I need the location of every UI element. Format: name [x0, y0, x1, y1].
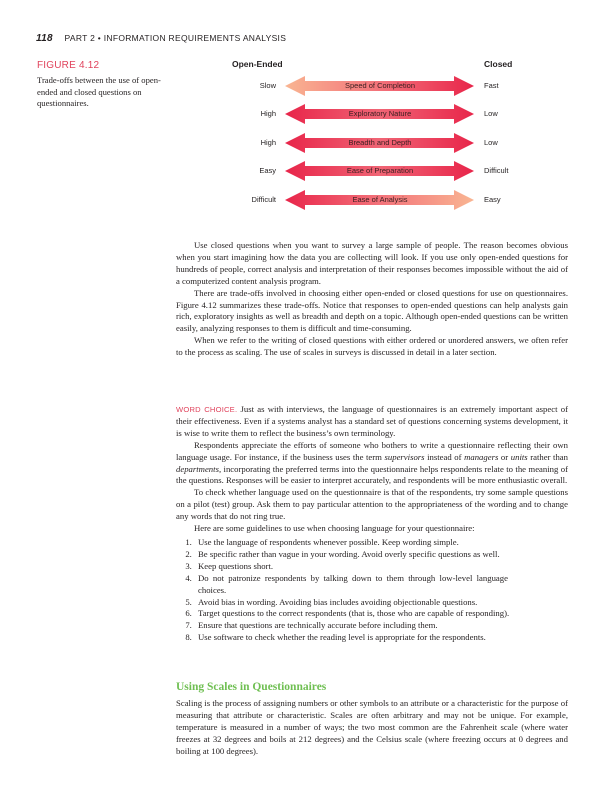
text-fragment: or: [498, 451, 511, 462]
word-choice-text: Just as with interviews, the language of questionnaires is an extremely important aspect of their effectiveness. Even if a systems analyst has a standard set of questions concerning systems development, it is wise to write them to reflect the business’s own terminology.: [176, 404, 569, 438]
term-managers: managers: [464, 451, 499, 462]
section-heading: Using Scales in Questionnaires: [176, 681, 327, 693]
paragraph-closed-questions: Use closed questions when you want to survey a large sample of people. The reason becomes obvious when you start imagining how the data you are collecting will look. If you use only open-ended questions for hundreds of people, correct analysis and interpretation of their responses becomes impossible without the aid of a computerized content analysis program.: [176, 240, 568, 286]
text-fragment: instead of: [424, 451, 465, 462]
list-item: 5. Avoid bias in wording. Avoiding bias includes avoiding objectionable questions.: [194, 597, 568, 609]
row3-arrow-label: Breadth and Depth: [348, 138, 412, 147]
paragraph-guidelines-intro: Here are some guidelines to use when choosing language for your questionnaire:: [194, 523, 475, 534]
list-item: 8. Use software to check whether the reading level is appropriate for the respondents.: [194, 632, 568, 644]
row1-arrow-label: Speed of Completion: [344, 81, 416, 90]
list-item: 2. Be specific rather than vague in your wording. Avoid overly specific questions as well.: [194, 549, 568, 561]
paragraph-pilot-group: To check whether language used on the questionnaire is that of the respondents, try some sample questions on a pilot (test) group. Ask them to pay particular attention to the appropriateness of the wording and to change any words that do not ring true.: [176, 487, 568, 522]
row5-arrow-label: Ease of Analysis: [352, 195, 408, 204]
paragraph-scaling-intro: When we refer to the writing of closed questions with either ordered or unordered answers, we often refer to the process as scaling. The use of scales in surveys is discussed in detail in a later section.: [176, 335, 568, 358]
row4-left-value: Easy: [259, 166, 276, 175]
list-item: 3. Keep questions short.: [194, 561, 568, 573]
word-choice-section: [176, 404, 568, 644]
running-head-title: PART 2 • INFORMATION REQUIREMENTS ANALYSIS: [64, 33, 287, 43]
term-departments: departments,: [176, 463, 222, 474]
term-supervisors: supervisors: [384, 451, 425, 462]
list-item: 4. Do not patronize respondents by talking down to them through low-level language choices.: [194, 573, 568, 597]
paragraph-respondent-language: [176, 440, 568, 488]
section-body: [176, 698, 568, 758]
list-item: 7. Ensure that questions are technically accurate before including them.: [194, 620, 568, 632]
open-ended-heading: Open-Ended: [232, 59, 283, 69]
row3-right-value: Low: [484, 138, 498, 147]
row2-right-value: Low: [484, 109, 498, 118]
text-fragment: rather than: [527, 451, 568, 462]
text-fragment: Respondents appreciate the efforts of someone who bothers to write a questionnaire reflecting their own language usage. For instance, if the business uses the term: [176, 439, 568, 462]
text-fragment: incorporating the preferred terms into the questionnaire helps respondents relate to the meaning of the questions. Responses will be easier to interpret accurately, and respondents will be more enthusiastic overall.: [176, 463, 568, 486]
guidelines-list: [176, 537, 568, 644]
page-number: 118: [36, 33, 53, 44]
row2-left-value: High: [260, 109, 276, 118]
term-units: units: [510, 451, 528, 462]
row1-left-value: Slow: [259, 81, 276, 90]
list-item: 6. Target questions to the correct respondents (that is, those who are capable of responding).: [194, 608, 568, 620]
word-choice-label: WORD CHOICE.: [176, 405, 238, 414]
row5-right-value: Easy: [484, 195, 501, 204]
intro-paragraphs: [176, 240, 568, 359]
row2-arrow-label: Exploratory Nature: [348, 109, 412, 118]
figure-caption: Trade-offs between the use of open-ended and closed questions on questionnaires.: [37, 75, 161, 108]
figure-label: FIGURE 4.12: [37, 60, 100, 71]
paragraph-tradeoffs: There are trade-offs involved in choosing either open-ended or closed questions for use on questionnaires. Figure 4.12 summarizes these trade-offs. Notice that responses to open-ended questions can help analysts gain rich, exploratory insights as well as breadth and depth on a topic. Although open-ended questions can be written easily, analyzing responses to them is difficult and time-consuming.: [176, 287, 568, 334]
row3-left-value: High: [260, 138, 276, 147]
closed-heading: Closed: [484, 59, 513, 69]
list-item: 1. Use the language of respondents whenever possible. Keep wording simple.: [194, 537, 568, 549]
row4-right-value: Difficult: [484, 166, 509, 175]
paragraph-scaling-definition: Scaling is the process of assigning numbers or other symbols to an attribute or a characteristic for the purpose of measuring that attribute or characteristic. Scales are often arbitrary and may not be unique. For example, temperature is measured in a number of ways; the two most common are the Fahrenheit scale (where water freezes at 32 degrees and boils at 212 degrees) and the Celsius scale (where freezing occurs at 0 degrees and boiling at 100 degrees).: [176, 698, 568, 756]
word-choice-paragraph: [176, 404, 568, 440]
row1-right-value: Fast: [484, 81, 499, 90]
row5-left-value: Difficult: [251, 195, 276, 204]
row4-arrow-label: Ease of Preparation: [346, 166, 414, 175]
